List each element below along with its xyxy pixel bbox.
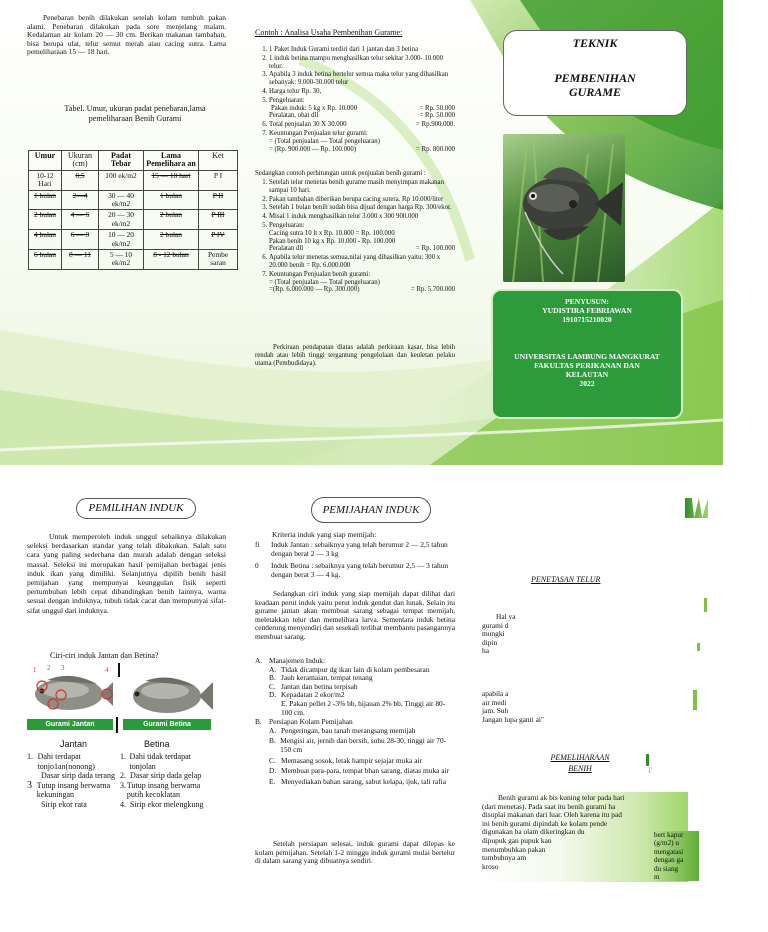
egg-sales-calculation [257,46,455,154]
bullet-mark: fi [255,540,260,549]
cover-title-line2: PEMBENIHAN GURAME [554,71,636,99]
traits-question: Ciri-ciri induk Jantan dan Betina? [50,651,159,660]
text-fragment: kroso [482,861,499,871]
text-fragment: Benih gurami ak bis kuning telur pada hari [498,793,625,802]
pond-prep-list [255,727,455,787]
list-item [269,737,455,754]
profit-formula: = (Total penjualan — Total pengeluaran) [269,137,380,145]
author-heading: PENYUSUN: [565,297,609,306]
item-text: Sirip ekor rata [41,799,87,809]
item-letter: B. [269,673,276,683]
male-label-banner: Gurami Jantan [27,719,113,730]
list-item-label: Keuntungan Penjualan benih gurami: [269,270,371,278]
criteria-text: Induk Jantan : sebaiknya yang telah berumur 2 — 2,5 tahun dengan berat 2 — 3 kg [271,540,448,558]
gourami-fish-icon [503,134,625,282]
fish-number: 1 [33,666,37,674]
fish-icon [123,670,213,718]
female-traits-list [120,752,215,810]
profit-value: = Rp. 800.000 [416,145,455,153]
item-text: Kepadatan 2 ekor/m2 [281,690,345,700]
stocking-intro-paragraph: Penebaran benih dilakukan setelah kolam tumbuh pakan alami. Penebaran dilakukan pada sore menjelang malam. Kedalaman air kolam 20 — 30 cm. Berikan makanan tambahan, bisa berupa ulat, telur semut merah atau cacing sutra. Lama pemeliharaan 15 — 18 hari. [27,13,226,57]
management-list [255,666,455,718]
text-fragment: bert kapur [654,831,684,839]
section-letter: A. [255,656,263,665]
business-analysis-heading: Contoh : Analisa Usaha Pembenihan Gurame: [255,28,403,37]
table-cell: 0,5 [62,170,99,190]
table-header-cell: Ukuran (cm) [62,151,99,171]
female-column-heading: Betina [144,739,170,749]
item-letter: A. [269,725,277,735]
expense-label: Pakan induk: 5 kg x Rp. 10.000 [271,104,358,112]
item-number: 2. [120,771,126,781]
list-item [120,752,215,771]
table-cell: 6 bulan [29,250,62,270]
list-item: 1. Setelah telur menetas benih gurame masih menyimpan makanan sampai 10 hari. [269,179,455,195]
male-column-heading: Jantan [60,739,88,749]
item-text: Tutup insang berwarna kekuningan [36,780,111,800]
item-text: Dahi terdapat tonjo1an(nonong) [37,752,95,771]
item-text: Tidak dicampur dg ikan lain di kolam pembesaran [281,664,430,674]
hatching-text-fragment [482,613,542,656]
table-cell: P III [199,210,238,230]
list-item [27,752,115,771]
list-item [120,800,215,810]
item-text: Menyediakan bahan sarang, sabut kelapa, ijuk, tali rafia [281,776,446,786]
fish-number: 4 [105,666,109,674]
expense-line: Cacing sutra 10 lt x Rp. 10.000 = Rp. 100.000 [269,229,395,237]
cover-title-line1: TEKNIK [572,36,618,50]
list-item-label: Keuntungan Penjualan telur gurami: [269,129,368,137]
table-cell: 10-12 Hari [29,170,62,190]
author-id: 1910715210020 [562,315,612,324]
text-fragment: m [654,873,660,882]
table-cell: P IV [199,230,238,250]
text-fragment: menumbuhkan pakan [482,844,546,854]
table-cell: 1 bulan [144,190,199,210]
item-text: Dahi tidak terdapat tonjolan [129,752,191,771]
profit-formula: =(Rp. 6.000.000 — Rp. 300.000) [269,286,360,294]
text-fragment: digunakan ba olam dikeringkan du [482,827,585,837]
expense-label: Peralatan dll [269,245,304,253]
item-text: Dasar sirip dada terang [41,771,115,781]
text-fragment: jam. Suh [482,706,509,716]
egg-analysis-list [257,46,455,153]
seed-analysis-list [257,179,455,294]
spawning-closing-paragraph: Setelah persiapan selesai, induk gurami dapat dilepas ke kolam pemijahan. Setelah 1-2 minggu induk gurami mulai bertelur di dalam sarang yang dibuatnya sendiri. [255,839,455,866]
item-text: Memasang sosok, letak hampir sejajar muka air [281,755,422,765]
list-item: 1. 1 Paket Induk Gurami terdiri dari 1 jantan dan 3 betina [269,46,455,54]
leaf-fragment-decoration [704,598,707,612]
table-cell: 8 - 12 bulan [144,250,199,270]
table-row [29,190,238,210]
list-item: 3. Setelah 1 bulan benih sudah bisa dijual dengan harga Rp. 300/ekor. [269,204,455,212]
list-item [120,771,215,781]
spawning-readiness-paragraph: Sedangkan ciri induk yang siap memijah dapat dilihat dari keadaan perut induk yaitu perut induk gendut dan lunak. Selain itu gurame jantan akan membuat sarang sebagai tempat memijah, meletakkan telur dan memelihara larva. Sementara induk betina cenderung menyendiri dan sesekali terlihat membantu pasangannya membuat sarang. [255,589,455,641]
table-header-cell: Umur [29,151,62,171]
text-fragment: tumbuhnya am [482,853,527,863]
text-fragment: dipin [482,637,498,647]
profit-formula: = (Total penjualan — Total pengeluaran) [269,278,380,286]
criteria-heading: Kriteria induk yang siap memijah: [272,530,377,539]
list-item: 4. Misal 1 induk menghasilkan telur 3.000 x 300 900.000 [269,213,455,221]
item-letter: B. [269,736,276,746]
item-letter: D. [269,766,277,776]
table-cell: 8 — 11 [62,250,99,270]
list-item [269,97,455,120]
item-number: 3 [27,779,32,791]
item-letter: C. [269,681,276,691]
profit-value: = Rp. 5.700.000 [410,286,455,294]
section-text: Manajemen Induk: [269,656,326,665]
item-number: 1. [27,752,33,761]
list-item: 2. Pakan tambahan diberikan berupa cacing sutera. Rp 10.000/liter [269,196,455,204]
list-item: 3. Apabila 3 induk betina bertelur semua maka telur yang dihasilkan sebanyak: 9.000-30.000 telur [269,71,455,87]
item-text: Membuat para-para, tempat bhan sarang, diatas muka air [281,766,450,776]
table-header-cell: Lama Pemelihara an [144,151,199,171]
table-cell: 2—4 [62,190,99,210]
text-fragment: air medi [482,697,507,707]
section-letter: B. [255,717,262,727]
section-title-pemilihan-induk: PEMILIHAN INDUK [76,498,196,519]
table-row [29,250,238,270]
list-item-label: Pengeluaran: [269,221,305,229]
text-fragment: mungki [482,629,505,639]
list-item [269,700,455,717]
section-text: Persiapan Kolam Pemijahan [269,717,353,727]
divider-mark [118,663,120,677]
text-fragment: dipupuk gan pupuk kan [482,835,552,845]
author-name: YUDISTIRA FEBRIAWAN [542,306,632,315]
list-item: 6. Apabila telur menetas semua,nilai yang dihasilkan yaitu: 300 x 20.000 benih = Rp. 6.000.000 [269,254,455,270]
author-info-box [491,289,683,419]
gourami-photo [503,134,625,282]
table-caption: Tabel. Umur, ukuran padat penebaran,lama pemeliharaan Benih Gurami [64,104,206,123]
list-item [120,781,215,800]
table-cell: 10 — 20 ek/m2 [99,230,144,250]
list-item: 4. Harga telur Rp. 30, [269,88,455,96]
leaf-fragment-decoration [646,754,649,766]
text-fragment: disuplai makanan dari luar. Oleh karena itu pad [482,810,622,820]
hatching-text-fragment [482,690,602,724]
item-letter: E. [269,776,276,786]
item-text: Jauh keramaian, tempat tenang [281,673,373,683]
seed-sales-calculation [257,179,455,295]
list-item [269,222,455,253]
text-fragment: (dari menetas). Pada saat itu benih gurami ha [482,801,616,811]
profit-formula: = (Rp. 900.000 — Rp. 100.000) [269,145,357,153]
table-cell: 2 bulan [144,210,199,230]
list-item [269,767,455,776]
table-header-cell: Ket [199,151,238,171]
text-fragment: ini benih gurami dipindah ke kolam pende [482,818,608,828]
fish-number-labels [27,666,113,680]
criteria-text: Induk Betina : sebaiknya yang telah berumur 2,5 — 3 tahun dengan berat 3 — 4 kg. [271,561,449,579]
table-cell: 6 — 8 [62,230,99,250]
male-traits-list [27,752,115,810]
fish-number: 3 [61,664,65,672]
table-row [29,210,238,230]
text-fragment: mengatasi [654,847,684,856]
item-letter: C. [269,755,276,765]
item-text: Tutup insang berwarna putih kecoklatan [126,780,201,800]
list-item [269,727,455,736]
stray-mark: I' [648,766,653,775]
item-text: Pengeringan, bau tanah merangsang memijah [281,725,416,735]
text-fragment: dengan ga [654,856,684,865]
female-gourami-illustration [123,670,213,718]
income-estimate-note: Perkiraan pendapatan diatas adalah perkiraan kasar, bisa lebih rendah atau lebih tinggi tergantung pengelolaan dan keuletan pelaku utama (Pembudidaya). [255,344,455,367]
list-item [269,271,455,294]
table-cell: 1 bulan [29,190,62,210]
item-number [27,800,41,810]
cover-title-box [503,30,687,116]
item-letter: A. [269,664,277,674]
university-name: UNIVERSITAS LAMBUNG MANGKURAT [514,352,660,361]
table-cell: 15 — 18 hari [144,170,199,190]
female-label-banner: Gurami Betina [123,719,211,730]
seed-care-side-fragment [654,831,699,881]
list-item [269,778,455,787]
table-header-cell: Padat Tebar [99,151,144,171]
broodstock-selection-paragraph: Untuk memperoleh induk unggul sebaiknya dilakukan seleksi berdasarkan standar yang telah dibakukan. Salah satu cara yang paling sederhana dan murah adalah dengan seleksi massal. Seleksi ini merupakan hasil pemijahan berbagai jenis induk ikan yang dimiliki. Selanjutnya dipilih benih hasil pemijahan yang mempunyai keunggulan fisik seperti pertumbuhan lebih cepat dibandingkan benih lainnya, warna sesuai dengan induknya, tubuh tidak cacat dan mempunyai sifat-sifat unggul dari induknya. [27,532,226,615]
table-cell: Pembe saran [199,250,238,270]
item-text: Jantan dan betina terpisah [281,681,358,691]
publication-year: 2022 [579,379,595,388]
table-row [29,230,238,250]
seed-sales-heading: Sedangkan contoh perhitungan untuk penjualan benih gurami : [255,170,426,177]
text-fragment: du siang [654,864,679,873]
table-cell: 5 — 10 ek/m2 [99,250,144,270]
faculty-name: FAKULTAS PERIKANAN DAN KELAUTAN [534,361,640,379]
expense-label: Peralatan, obat dll [269,112,319,120]
list-item [269,121,455,129]
section-title-pemijahan-induk: PEMIJAHAN INDUK [311,497,431,523]
table-cell: 2 bulan [29,210,62,230]
text-fragment: Jangan lupa ganti ai" [482,714,544,724]
list-item: 2. 1 induk betina mampu menghasilkan telur sekitar 3.000- 10.000 telur. [269,55,455,71]
text-fragment: apabila a [482,689,509,698]
leaf-fragment-decoration [697,643,700,651]
item-text: Mengisi air, jernih dan bersih, suhu 28-30, tinggi air 70-150 cm [280,736,447,754]
list-item-label: Pengeluaran: [269,96,305,104]
list-item [269,757,455,766]
expense-value: = Rp. 50.000 [419,104,455,112]
expense-line: Pakan benih 10 kg x Rp. 10.000 - Rp. 100.000 [269,237,396,245]
seed-age-table [28,150,238,270]
item-text: Dasar sirip dada gelap [130,771,202,781]
table-header-row [29,151,238,171]
item-letter: D. [269,690,277,700]
section-title-penetasan-telur: PENETASAN TELUR [531,575,601,584]
criteria-female [255,562,455,579]
fish-number: 2 [47,664,51,672]
expense-value: = Rp. 50.000 [419,112,455,120]
list-item-label: 6. Total penjualan 30 X 30.000 [269,121,347,129]
leaf-fragment-decoration [693,690,697,710]
table-cell: 4 bulan [29,230,62,250]
item-number: 3. [120,780,126,790]
text-fragment: (g/m2) u [654,839,679,848]
item-number: 4. [120,799,126,809]
text-fragment: Hal ya [496,612,516,621]
table-cell: 30 — 40 ek/m2 [99,190,144,210]
expense-value: = Rp. 100.000 [416,245,455,253]
section-title-pemeliharaan-benih: PEMELIHARAAN BENIH [550,753,610,773]
table-cell: 2 bulan [144,230,199,250]
criteria-male [255,541,455,558]
table-cell: 4 — 6 [62,210,99,230]
list-item [27,771,115,781]
table-cell: 20 — 30 ek/m2 [99,210,144,230]
list-item [27,800,115,810]
list-item [269,130,455,153]
bullet-mark: 0 [255,561,259,570]
text-fragment: ha [482,646,489,656]
table-cell: P II [199,190,238,210]
table-row [29,170,238,190]
leaf-fragment-decoration [685,498,708,518]
item-number: 1. [120,752,126,761]
table-cell: 100 ek/m2 [99,170,144,190]
total-value: = Rp.900.000. [416,121,455,129]
broodstock-management [255,657,455,786]
table-cell: P I [199,170,238,190]
item-text: Sirip ekor melengkung [130,799,204,809]
divider-mark [116,717,118,733]
list-item [27,781,115,800]
text-fragment: gurami d [482,620,509,630]
item-text: E. Pakan pellet 2 -3% bb, hijauan 2% bb, Tinggi air 80-100 cm. [281,698,446,717]
